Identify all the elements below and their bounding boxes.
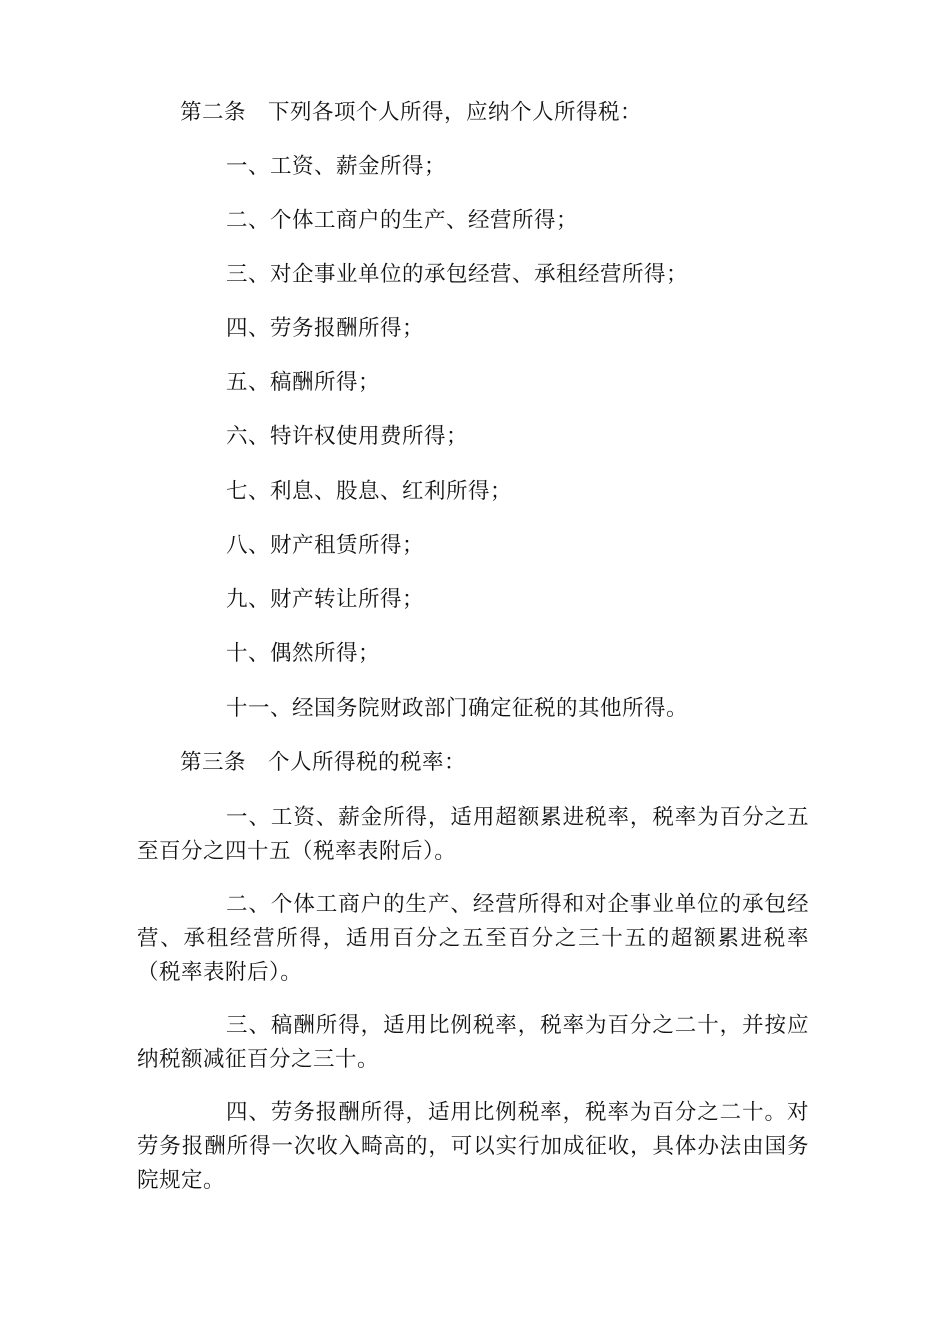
article-2-item-8: 八、财产租赁所得；	[226, 533, 425, 558]
article-2-item-11: 十一、经国务院财政部门确定征税的其他所得。	[226, 696, 689, 721]
article-3-heading: 第三条 个人所得税的税率：	[180, 750, 467, 775]
article-2-item-5: 五、稿酬所得；	[226, 370, 381, 395]
article-2-heading: 第二条 下列各项个人所得，应纳个人所得税：	[180, 100, 643, 125]
article-3-paragraph-3: 三、稿酬所得，适用比例税率，税率为百分之二十，并按应纳税额减征百分之三十。	[137, 1013, 809, 1072]
article-2-item-3: 三、对企事业单位的承包经营、承租经营所得；	[226, 262, 689, 287]
article-2-item-1: 一、工资、薪金所得；	[226, 154, 447, 179]
article-2-item-9: 九、财产转让所得；	[226, 587, 425, 612]
article-2-item-2: 二、个体工商户的生产、经营所得；	[226, 208, 579, 233]
article-2-item-7: 七、利息、股息、红利所得；	[226, 479, 513, 504]
article-2-item-10: 十、偶然所得；	[226, 641, 381, 666]
article-2-item-4: 四、劳务报酬所得；	[226, 316, 425, 341]
article-3-paragraph-4: 四、劳务报酬所得，适用比例税率，税率为百分之二十。对劳务报酬所得一次收入畸高的，可以实行加成征收，具体办法由国务院规定。	[137, 1100, 809, 1193]
article-3-paragraph-2: 二、个体工商户的生产、经营所得和对企事业单位的承包经营、承租经营所得，适用百分之五至百分之三十五的超额累进税率（税率表附后）。	[137, 892, 809, 985]
article-3-paragraph-1: 一、工资、薪金所得，适用超额累进税率，税率为百分之五至百分之四十五（税率表附后）。	[137, 805, 809, 864]
article-2-item-6: 六、特许权使用费所得；	[226, 424, 469, 449]
